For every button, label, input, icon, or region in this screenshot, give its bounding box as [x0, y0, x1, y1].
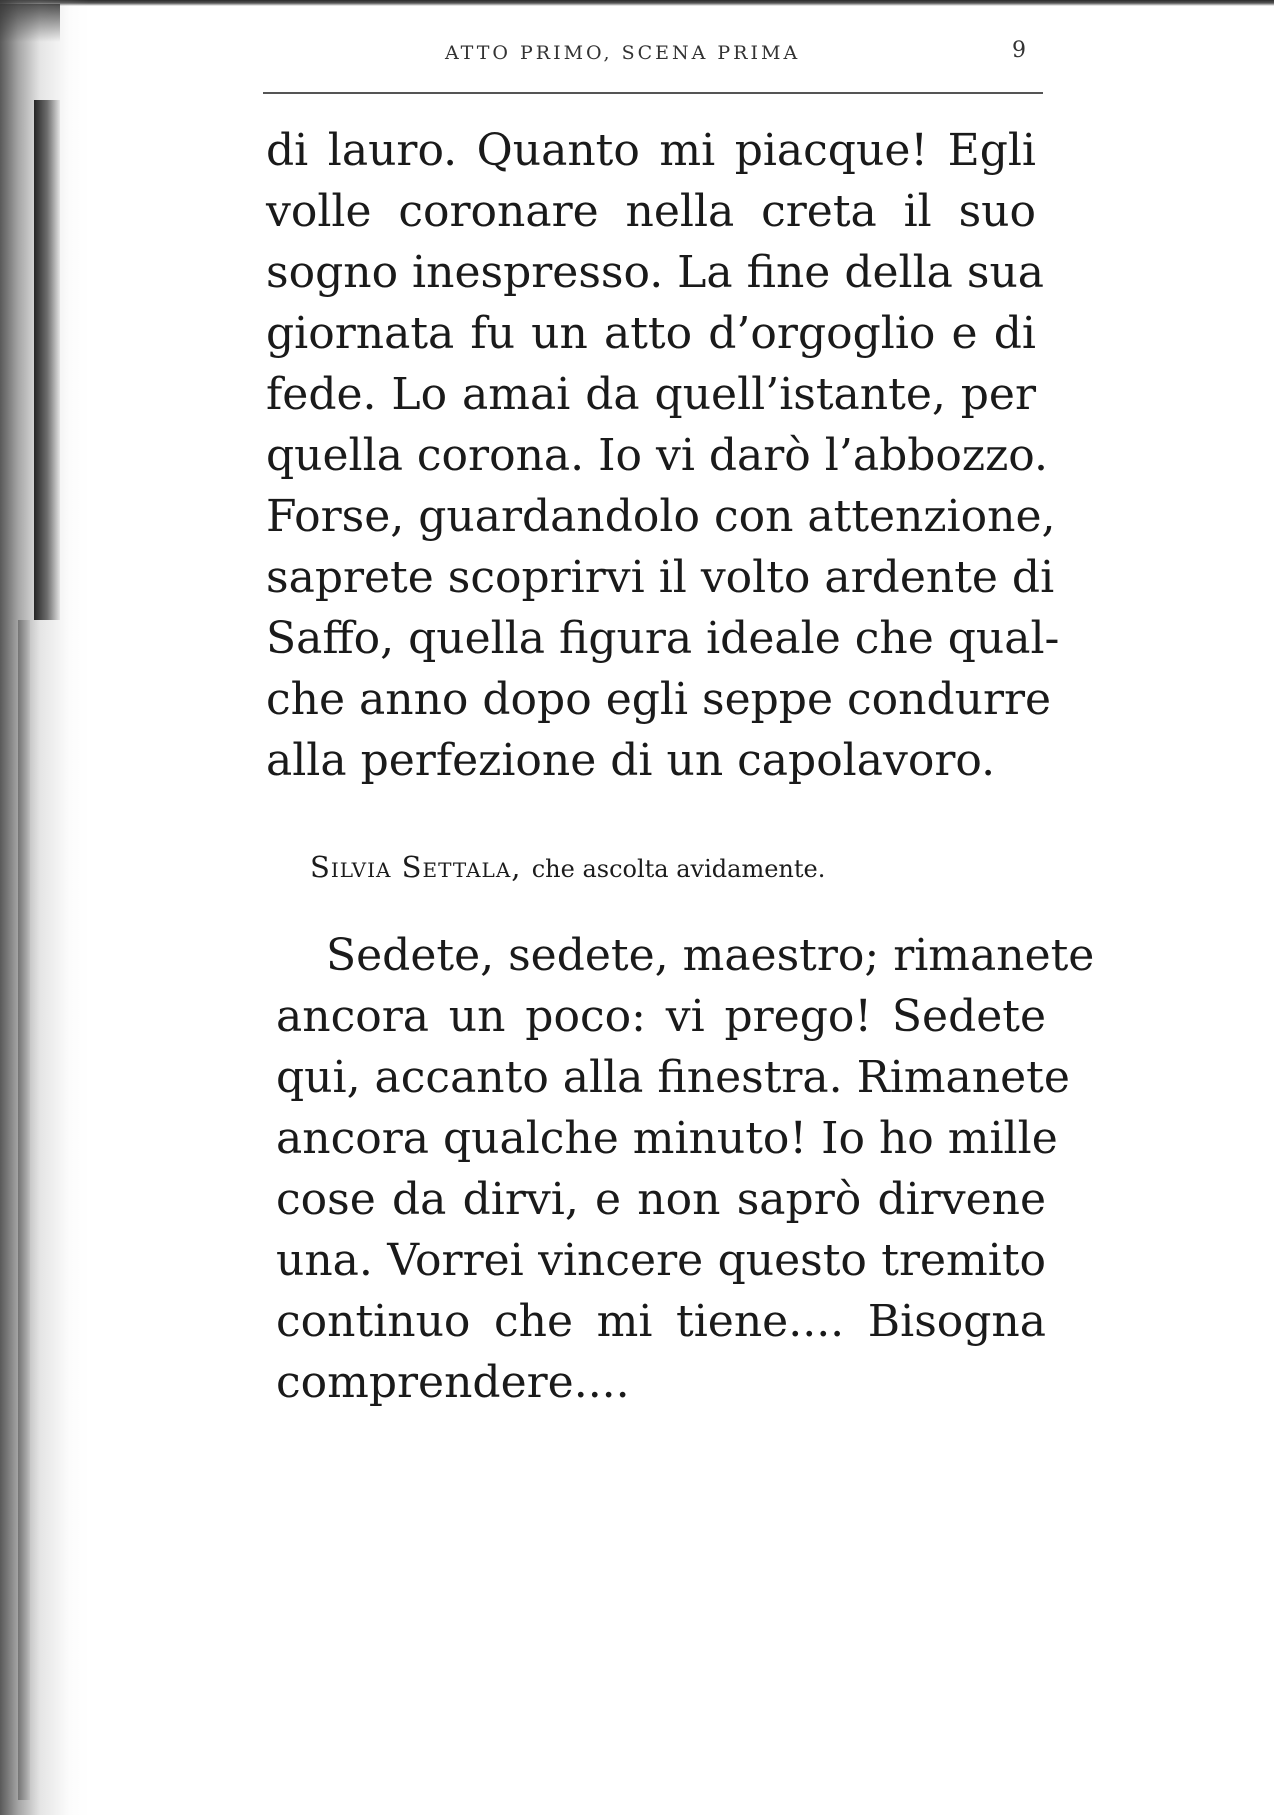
text-line: ancora un poco: vi prego! Sedete: [276, 991, 1046, 1042]
running-header: ATTO PRIMO, SCENA PRIMA: [445, 42, 801, 64]
paragraph-2: [276, 925, 1095, 1413]
text-line: Saffo, quella figura ideale che qual-: [266, 613, 1060, 664]
text-line: volle coronare nella creta il suo: [266, 186, 1036, 237]
text-line: Sedete, sedete, maestro; rimanete: [326, 930, 1095, 981]
text-line: saprete scoprirvi il volto ardente di: [266, 552, 1055, 603]
text-line: che anno dopo egli seppe condurre: [266, 674, 1052, 725]
text-line: cose da dirvi, e non saprò dirvene: [276, 1174, 1046, 1225]
text-line: una. Vorrei vincere questo tremito: [276, 1235, 1046, 1286]
scan-spine-dark-band: [34, 100, 60, 620]
text-line: fede. Lo amai da quell’istante, per: [266, 369, 1036, 420]
speaker-heading: [310, 850, 825, 884]
page-top-edge: [0, 0, 1274, 6]
text-line: comprendere....: [276, 1357, 630, 1408]
text-line: alla perfezione di un capolavoro.: [266, 735, 996, 786]
text-line: ancora qualche minuto! Io ho mille: [276, 1113, 1058, 1164]
text-line: di lauro. Quanto mi piacque! Egli: [266, 125, 1036, 176]
text-line: continuo che mi tiene.... Bisogna: [276, 1296, 1046, 1347]
speaker-name: Silvia Settala,: [310, 850, 522, 884]
paragraph-1: [266, 120, 1060, 791]
text-line: qui, accanto alla finestra. Rimanete: [276, 1052, 1070, 1103]
text-line: quella corona. Io vi darò l’abbozzo.: [266, 430, 1048, 481]
header-rule: [263, 92, 1043, 94]
text-line: Forse, guardandolo con attenzione,: [266, 491, 1056, 542]
page-number: 9: [1012, 38, 1026, 63]
text-line: sogno inespresso. La fine della sua: [266, 247, 1045, 298]
scan-spine-edge: [18, 620, 30, 1800]
text-line: giornata fu un atto d’orgoglio e di: [266, 308, 1036, 359]
stage-direction: che ascolta avidamente.: [531, 855, 826, 883]
